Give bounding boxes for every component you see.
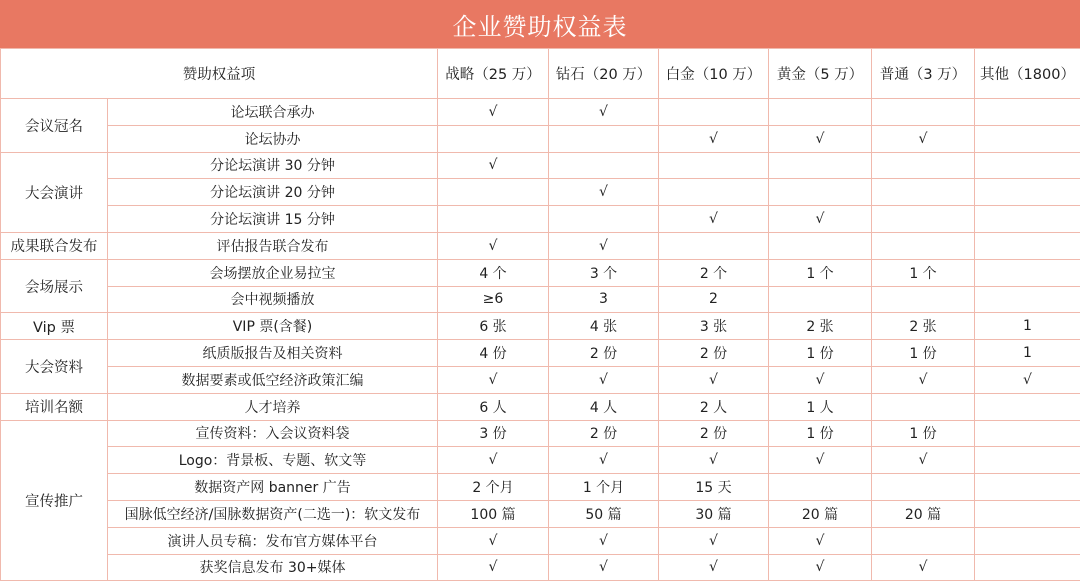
table-row	[1, 420, 1080, 447]
table-row	[1, 527, 1080, 554]
group-label: 培训名额	[1, 393, 108, 420]
benefit-value: √	[549, 99, 659, 126]
benefit-value: 1 份	[872, 340, 975, 367]
benefit-value: 4 张	[549, 313, 659, 340]
benefit-value: 1	[975, 313, 1080, 340]
benefit-value: √	[659, 366, 769, 393]
benefit-value: √	[872, 125, 975, 152]
benefit-value: √	[872, 447, 975, 474]
benefit-value	[975, 527, 1080, 554]
benefit-value	[438, 179, 549, 206]
table-row	[1, 179, 1080, 206]
table-row	[1, 286, 1080, 313]
benefit-value: 3 份	[438, 420, 549, 447]
benefit-value	[769, 232, 872, 259]
benefit-value	[975, 474, 1080, 501]
benefit-value	[975, 125, 1080, 152]
benefit-value	[549, 152, 659, 179]
benefit-item: 纸质版报告及相关资料	[108, 340, 438, 367]
table-body	[1, 99, 1080, 581]
benefit-value: √	[975, 366, 1080, 393]
benefit-value: 4 人	[549, 393, 659, 420]
table-row	[1, 340, 1080, 367]
benefit-value: 100 篇	[438, 500, 549, 527]
benefit-value: 3 张	[659, 313, 769, 340]
benefit-value	[872, 152, 975, 179]
header-level: 普通（3 万）	[872, 49, 975, 99]
benefit-value	[975, 554, 1080, 581]
benefit-item: 会场摆放企业易拉宝	[108, 259, 438, 286]
benefit-value	[872, 179, 975, 206]
benefit-value: √	[438, 232, 549, 259]
table-row	[1, 366, 1080, 393]
benefit-value: 1 个	[769, 259, 872, 286]
header-level: 战略（25 万）	[438, 49, 549, 99]
benefit-value: √	[769, 366, 872, 393]
benefit-value: √	[659, 527, 769, 554]
benefit-value: 20 篇	[872, 500, 975, 527]
benefit-value	[975, 206, 1080, 233]
benefit-item: 论坛联合承办	[108, 99, 438, 126]
benefit-value: 20 篇	[769, 500, 872, 527]
benefit-value: 2 人	[659, 393, 769, 420]
benefit-value: √	[549, 232, 659, 259]
benefit-item: 数据要素或低空经济政策汇编	[108, 366, 438, 393]
benefit-value: √	[769, 447, 872, 474]
benefit-value	[769, 99, 872, 126]
benefit-value	[769, 286, 872, 313]
benefit-value	[659, 179, 769, 206]
benefit-value	[872, 206, 975, 233]
group-label: 宣传推广	[1, 420, 108, 581]
benefit-value: √	[438, 152, 549, 179]
benefit-value	[769, 179, 872, 206]
benefit-value: 1 个	[872, 259, 975, 286]
group-label: 会议冠名	[1, 99, 108, 153]
benefit-value	[872, 99, 975, 126]
table-row	[1, 259, 1080, 286]
header-level: 黄金（5 万）	[769, 49, 872, 99]
benefit-value: 2 个	[659, 259, 769, 286]
benefit-value	[975, 232, 1080, 259]
table-row	[1, 232, 1080, 259]
benefit-value: 2 份	[549, 340, 659, 367]
benefit-value: √	[872, 554, 975, 581]
table-row	[1, 500, 1080, 527]
benefit-value: √	[438, 366, 549, 393]
benefit-value	[659, 152, 769, 179]
benefit-item: 会中视频播放	[108, 286, 438, 313]
table-row	[1, 206, 1080, 233]
benefit-item: 分论坛演讲 15 分钟	[108, 206, 438, 233]
benefit-value	[975, 179, 1080, 206]
benefit-value	[659, 232, 769, 259]
table-row	[1, 152, 1080, 179]
sponsorship-table	[0, 48, 1080, 581]
table-row	[1, 474, 1080, 501]
benefit-item: 人才培养	[108, 393, 438, 420]
benefit-value: ≥6	[438, 286, 549, 313]
benefit-value: 30 篇	[659, 500, 769, 527]
benefit-value: 1 份	[872, 420, 975, 447]
benefit-value	[549, 125, 659, 152]
benefit-value	[872, 527, 975, 554]
benefit-value: 6 张	[438, 313, 549, 340]
benefit-item: Logo：背景板、专题、软文等	[108, 447, 438, 474]
benefit-value	[975, 286, 1080, 313]
benefit-item: 宣传资料：入会议资料袋	[108, 420, 438, 447]
benefit-value: √	[438, 527, 549, 554]
benefit-item: 获奖信息发布 30+媒体	[108, 554, 438, 581]
benefit-item: 数据资产网 banner 广告	[108, 474, 438, 501]
benefit-value: √	[549, 447, 659, 474]
benefit-value: √	[549, 179, 659, 206]
benefit-value: √	[659, 206, 769, 233]
page-title: 企业赞助权益表	[0, 0, 1080, 48]
benefit-value: 2 张	[872, 313, 975, 340]
table-row	[1, 447, 1080, 474]
benefit-value: √	[872, 366, 975, 393]
benefit-value	[872, 393, 975, 420]
benefit-value	[872, 286, 975, 313]
benefit-item: 论坛协办	[108, 125, 438, 152]
header-level: 白金（10 万）	[659, 49, 769, 99]
header-row	[1, 49, 1080, 99]
benefit-value: 15 天	[659, 474, 769, 501]
benefit-value: √	[769, 527, 872, 554]
benefit-value: 4 个	[438, 259, 549, 286]
benefit-value: 2 份	[659, 420, 769, 447]
benefit-value: 2 个月	[438, 474, 549, 501]
benefit-value	[769, 152, 872, 179]
benefit-value: √	[769, 125, 872, 152]
group-label: Vip 票	[1, 313, 108, 340]
header-level: 其他（1800）	[975, 49, 1080, 99]
benefit-value: √	[549, 554, 659, 581]
benefit-item: 分论坛演讲 30 分钟	[108, 152, 438, 179]
benefit-value	[438, 206, 549, 233]
benefit-value: 3 个	[549, 259, 659, 286]
benefit-item: 演讲人员专稿：发布官方媒体平台	[108, 527, 438, 554]
benefit-value	[975, 500, 1080, 527]
benefit-item: 评估报告联合发布	[108, 232, 438, 259]
benefit-value: 2 份	[659, 340, 769, 367]
header-level: 钻石（20 万）	[549, 49, 659, 99]
benefit-item: 国脉低空经济/国脉数据资产(二选一)：软文发布	[108, 500, 438, 527]
benefit-value: 1 份	[769, 340, 872, 367]
benefit-value	[975, 259, 1080, 286]
benefit-value: √	[659, 447, 769, 474]
benefit-value: 4 份	[438, 340, 549, 367]
benefit-value: √	[769, 206, 872, 233]
benefit-value	[975, 99, 1080, 126]
benefit-value: 6 人	[438, 393, 549, 420]
benefit-value: 1	[975, 340, 1080, 367]
benefit-item: 分论坛演讲 20 分钟	[108, 179, 438, 206]
table-row	[1, 393, 1080, 420]
benefit-value	[975, 420, 1080, 447]
benefit-value: 1 人	[769, 393, 872, 420]
benefit-value: 1 个月	[549, 474, 659, 501]
benefit-value	[975, 447, 1080, 474]
benefit-value: 3	[549, 286, 659, 313]
benefit-value: √	[438, 447, 549, 474]
benefit-value: √	[659, 125, 769, 152]
benefit-value: √	[659, 554, 769, 581]
group-label: 大会资料	[1, 340, 108, 394]
benefit-value: √	[549, 527, 659, 554]
benefit-value: 50 篇	[549, 500, 659, 527]
benefit-value: 1 份	[769, 420, 872, 447]
benefit-value	[975, 393, 1080, 420]
table-row	[1, 313, 1080, 340]
header-item: 赞助权益项	[1, 49, 438, 99]
table-row	[1, 554, 1080, 581]
benefit-value	[769, 474, 872, 501]
benefit-value: √	[438, 99, 549, 126]
table-row	[1, 99, 1080, 126]
benefit-value: √	[769, 554, 872, 581]
benefit-value	[659, 99, 769, 126]
benefit-value	[872, 474, 975, 501]
group-label: 大会演讲	[1, 152, 108, 232]
benefit-value	[549, 206, 659, 233]
benefit-value	[975, 152, 1080, 179]
group-label: 会场展示	[1, 259, 108, 313]
benefit-value	[438, 125, 549, 152]
benefit-value: √	[438, 554, 549, 581]
group-label: 成果联合发布	[1, 232, 108, 259]
benefit-item: VIP 票(含餐)	[108, 313, 438, 340]
benefit-value: 2	[659, 286, 769, 313]
benefit-value: 2 张	[769, 313, 872, 340]
benefit-value: 2 份	[549, 420, 659, 447]
table-row	[1, 125, 1080, 152]
benefit-value	[872, 232, 975, 259]
benefit-value: √	[549, 366, 659, 393]
